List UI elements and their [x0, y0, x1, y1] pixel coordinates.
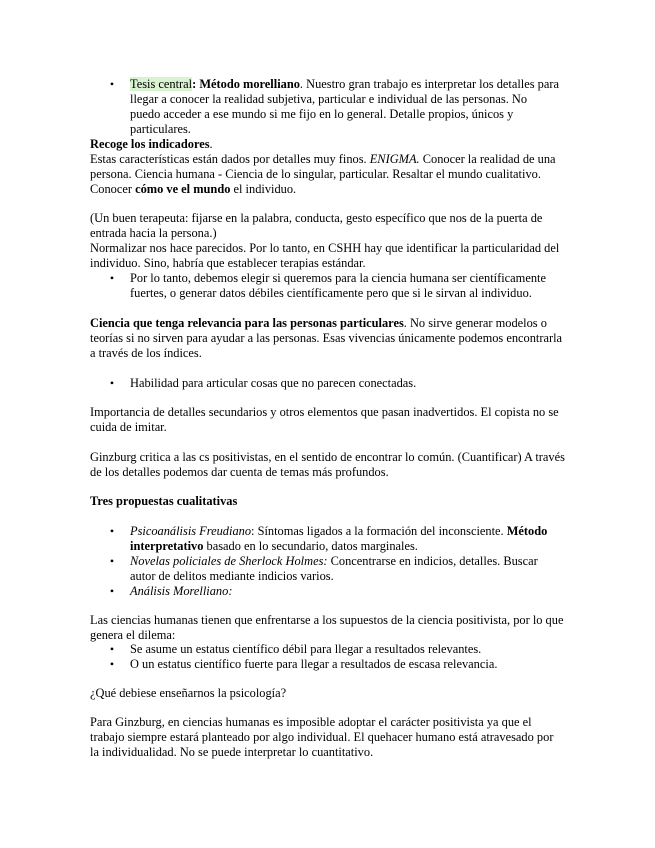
bullet-marker: •: [109, 376, 115, 390]
bullet-marker: •: [109, 554, 115, 568]
bullet-marker: •: [109, 524, 115, 538]
bullet-estatus-fuerte: O un estatus científico fuerte para llegar a resultados de escasa relevancia.: [130, 657, 498, 671]
body-text: basado en lo secundario, datos marginales.: [203, 539, 418, 553]
bullet-marker: •: [109, 584, 115, 598]
bold-text: : Método morelliano: [192, 77, 300, 91]
bold-text: Método interpretativo: [130, 524, 548, 553]
bullet-marker: •: [109, 642, 115, 656]
paragraph-relevancia: [90, 316, 565, 361]
body-text: Conocer la realidad de una persona. Ciencia humana - Ciencia de lo singular, particular. Resaltar el mundo cualitativo. Conocer: [90, 152, 556, 196]
paragraph-caracteristicas: [90, 152, 565, 197]
bullet-habilidad: Habilidad para articular cosas que no parecen conectadas.: [130, 376, 417, 390]
italic-text: ENIGMA.: [369, 152, 420, 166]
body-text: el individuo.: [230, 182, 297, 196]
body-text: . No sirve generar modelos o teorías si no sirven para ayudar a las personas. Esas vivencias únicamente podemos encontrarla a través de los índices.: [90, 316, 563, 360]
highlighted-text: Tesis central: [130, 77, 193, 91]
bullet-marker: •: [109, 77, 115, 91]
paragraph-conclusion: Para Ginzburg, en ciencias humanas es imposible adoptar el carácter positivista ya que el trabajo siempre estará planteado por algo individual. El quehacer humano está atravesado por la individualidad. No se puede interpretar lo cuantitativo.: [90, 715, 554, 759]
paragraph-terapeuta: (Un buen terapeuta: fijarse en la palabra, conducta, gesto específico que nos de la puerta de entrada hacia la persona.): [90, 211, 543, 240]
bullet-tesis-central: [130, 77, 560, 137]
italic-text: Psicoanálisis Freudiano: [130, 524, 252, 538]
bullet-ciencia-fuerte: Por lo tanto, debemos elegir si queremos para la ciencia humana ser científicamente fuertes, o generar datos débiles científicamente pero que si le sirvan al individuo.: [130, 271, 546, 300]
paragraph-normalizar: Normalizar nos hace parecidos. Por lo tanto, en CSHH hay que identificar la particularidad del individuo. Sino, habría que establecer terapias estándar.: [90, 241, 560, 270]
body-text: : Síntomas ligados a la formación del inconsciente.: [251, 524, 507, 538]
paragraph-pregunta: ¿Qué debiese enseñarnos la psicología?: [90, 686, 287, 700]
body-text: .: [209, 137, 213, 151]
bullet-morelliano: [130, 584, 560, 599]
bullet-marker: •: [109, 657, 115, 671]
body-text: Estas características están dados por detalles muy finos.: [90, 152, 370, 166]
italic-text: Novelas policiales de Sherlock Holmes:: [130, 554, 328, 568]
bullet-marker: •: [109, 271, 115, 285]
paragraph-dilema: Las ciencias humanas tienen que enfrentarse a los supuestos de la ciencia positivista, por lo que genera el dilema:: [90, 613, 564, 642]
heading-propuestas: [90, 494, 565, 509]
paragraph-importancia: Importancia de detalles secundarios y otros elementos que pasan inadvertidos. El copista no se cuida de imitar.: [90, 405, 559, 434]
bullet-estatus-debil: Se asume un estatus científico débil para llegar a resultados relevantes.: [130, 642, 482, 656]
bold-text: Tres propuestas cualitativas: [90, 494, 238, 508]
bullet-psicoanalisis: [130, 524, 560, 554]
bold-text: Recoge los indicadores: [90, 137, 210, 151]
bold-text: cómo ve el mundo: [135, 182, 231, 196]
body-text: . Nuestro gran trabajo es interpretar los detalles para llegar a conocer la realidad subjetiva, particular e individual de las personas. No puedo acceder a ese mundo si me fijo en lo general. Detalle propios, únicos y particulares.: [130, 77, 559, 136]
bullet-sherlock: [130, 554, 560, 584]
paragraph-recoge: [90, 137, 565, 152]
bold-text: Ciencia que tenga relevancia para las personas particulares: [90, 316, 404, 330]
italic-text: Análisis Morelliano:: [130, 584, 233, 598]
paragraph-ginzburg-critica: Ginzburg critica a las cs positivistas, en el sentido de encontrar lo común. (Cuantificar) A través de los detalles podemos dar cuenta de temas más profundos.: [90, 450, 565, 479]
body-text: Concentrarse en indicios, detalles. Buscar autor de delitos mediante indicios varios.: [130, 554, 538, 583]
